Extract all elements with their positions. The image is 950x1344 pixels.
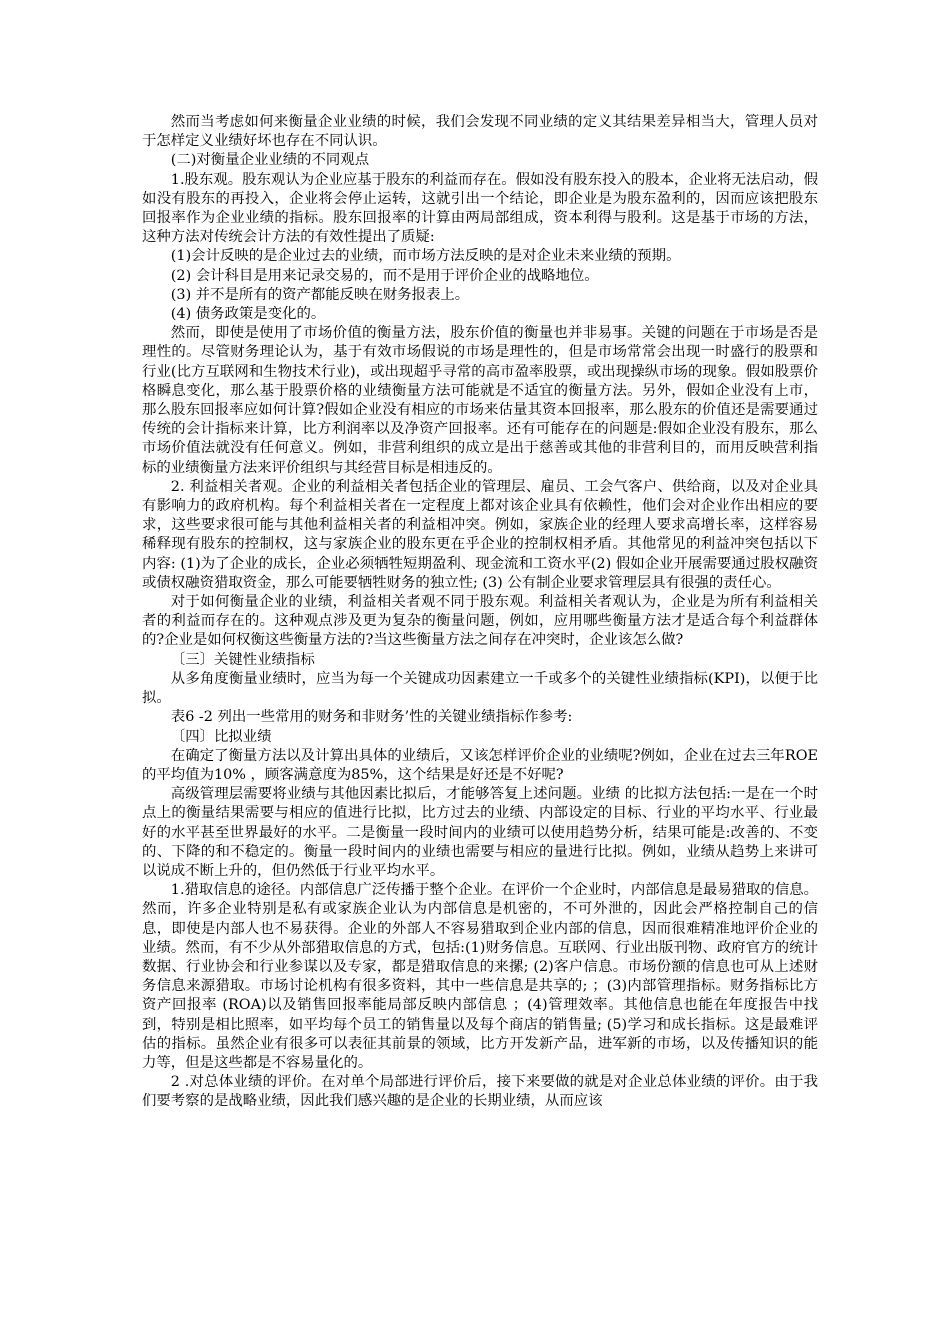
paragraph-stakeholder-view: 2. 利益相关者观。企业的利益相关者包括企业的管理层、雇员、工会气客户、供给商，以及对企业具有影响力的政府机构。每个利益相关者在一定程度上都对该企业具有依赖性，他们会对企业作出相应的要求，这些要求很可能与其他利益相关者的利益相冲突。例如，家族企业的经理人要求高增长率，这样容易稀释现有股东的控制权，这与家族企业的股东更在乎企业的控制权相矛盾。其他常见的利益冲突包括以下内容: (1)为了企业的成长，企业必须牺牲短期盈利、现金流和工资水平(2) 假如企业开展需要通过股权融资或债权融资猎取资金，那么可能要牺牲财务的独立性; (3) 公有制企业要求管理层具有很强的责任心。: [142, 478, 818, 591]
list-item-2: (2) 会计科目是用来记录交易的，而不是用于评价企业的战略地位。: [170, 267, 599, 284]
document-body: [142, 113, 818, 1112]
paragraph-compare-question: 在确定了衡量方法以及计算出具体的业绩后，又该怎样评价企业的业绩呢?例如，企业在过去三年ROE 的平均值为10% ，顾客满意度为85%，这个结果是好还是不好呢?: [142, 747, 818, 783]
paragraph-intro: 然而当考虑如何来衡量企业业绩的时候，我们会发现不同业绩的定义其结果差异相当大，管理人员对于怎样定义业绩好坏也存在不同认识。: [142, 114, 818, 150]
paragraph-kpi: 从多角度衡量业绩时，应当为每一个关键成功因素建立一千或多个的关键性业绩指标(KPI)，以便于比拟。: [142, 670, 818, 707]
paragraph-compare-methods: 高级管理层需要将业绩与其他因素比拟后，才能够答复上述问题。业绩 的比拟方法包括:一是在一个时点上的衡量结果需要与相应的值进行比拟，比方过去的业绩、内部设定的目标、行业的平均水平、行业最好的水平甚至世界最好的水平。二是衡量一段时间内的业绩可以使用趋势分析，结果可能是:改善的、不变的、下降的和不稳定的。衡量一段时间内的业绩也需要与相应的量进行比拟。例如，业绩从趋势上来讲可以说成不断上升的，但仍然低于行业平均水平。: [142, 786, 818, 879]
section-heading-4: 〔四〕比拟业绩: [170, 728, 272, 745]
paragraph-shareholder-view: 1.股东观。股东观认为企业应基于股东的利益而存在。假如没有股东投入的股本，企业将无法启动，假如没有股东的再投入，企业将会停止运转，这就引出一个结论，即企业是为股东盈利的，因而应该把股东回报率作为企业业绩的指标。股东回报率的计算由两局部组成，资本利得与股利。这是基于市场的方法，这种方法对传统会计方法的有效性提出了质疑:: [142, 171, 818, 246]
section-heading-2: (二)对衡量企业业绩的不同观点: [170, 152, 370, 169]
paragraph-market-value: 然而，即使是使用了市场价值的衡量方法，股东价值的衡量也并非易事。关键的问题在于市场是否是理性的。尽管财务理论认为，基于有效市场假说的市场是理性的，但是市场常常会出现一时盛行的股票和行业(比方互联网和生物技术行业)，或出现超乎寻常的高市盈率股票，或出现操纵市场的现象。假如股票价格瞬息变化，那么基于股票价格的业绩衡量方法可能就是不适宜的衡量方法。另外，假如企业没有上市，那么股东回报率应如何计算?假如企业没有相应的市场来估量其资本回报率，那么股东的价值还是需要通过传统的会计指标来计算，比方利润率以及净资产回报率。还有可能存在的问题是:假如企业没有股东，那么市场价值法就没有任何意义。例如，非营利组织的成立是出于慈善或其他的非营利目的，而用反映营利指标的业绩衡量方法来评价组织与其经营目标是相违反的。: [142, 325, 818, 476]
list-item-1: (1)会计反映的是企业过去的业绩，而市场方法反映的是对企业未来业绩的预期。: [170, 248, 681, 265]
list-item-3: (3) 并不是所有的资产都能反映在财务报表上。: [170, 286, 470, 303]
paragraph-info-sources: 1.猎取信息的途径。内部信息广泛传播于整个企业。在评价一个企业时，内部信息是最易猎取的信息。然而，许多企业特别是私有或家族企业认为内部信息是机密的，不可外泄的，因此会严格控制自己的信息，即使是内部人也不易获得。企业的外部人不容易猎取到企业内部的信息，因而很难精准地评价企业的业绩。然而，有不少从外部猎取信息的方式，包括:(1)财务信息。互联网、行业出版刊物、政府官方的统计数据、行业协会和行业参谋以及专家，都是猎取信息的来摞; (2)客户信息。市场份额的信息也可从上述财务信息来源猎取。市场讨论机构有很多资料，其中一些信息是共享的; ；(3)内部管理指标。财务指标比方资产回报率 (ROA)以及销售回报率能局部反映内部信息 ；(4)管理效率。其他信息也能在年度报告中找到，特别是相比照率，如平均每个员工的销售量以及每个商店的销售量; (5)学习和成长指标。这是最难评估的指标。虽然企业有很多可以表征其前景的领域，比方开发新产品，进军新的市场，以及传播知识的能力等，但是这些都是不容易量化的。: [142, 882, 818, 1071]
paragraph-table-ref: 表6 -2 列出一些常用的财务和非财务’性的关键业绩指标作参考:: [170, 709, 573, 726]
section-heading-3: 〔三〕关键性业绩指标: [170, 651, 315, 668]
list-item-4: (4) 债务政策是变化的。: [170, 306, 326, 323]
paragraph-stakeholder-measure: 对于如何衡量企业的业绩，利益相关者观不同于股东观。利益相关者观认为，企业是为所有利益相关者的利益而存在的。这种观点涉及更为复杂的衡量问题，例如，应用哪些衡量方法才是适合每个利益群体的?企业是如何权衡这些衡量方法的?当这些衡量方法之间存在冲突时，企业该怎么做?: [142, 594, 818, 649]
paragraph-overall-evaluation: 2 .对总体业绩的评价。在对单个局部进行评价后，接下来要做的就是对企业总体业绩的评价。由于我们要考察的是战略业绩，因此我们感兴趣的是企业的长期业绩，从而应该: [142, 1074, 818, 1110]
